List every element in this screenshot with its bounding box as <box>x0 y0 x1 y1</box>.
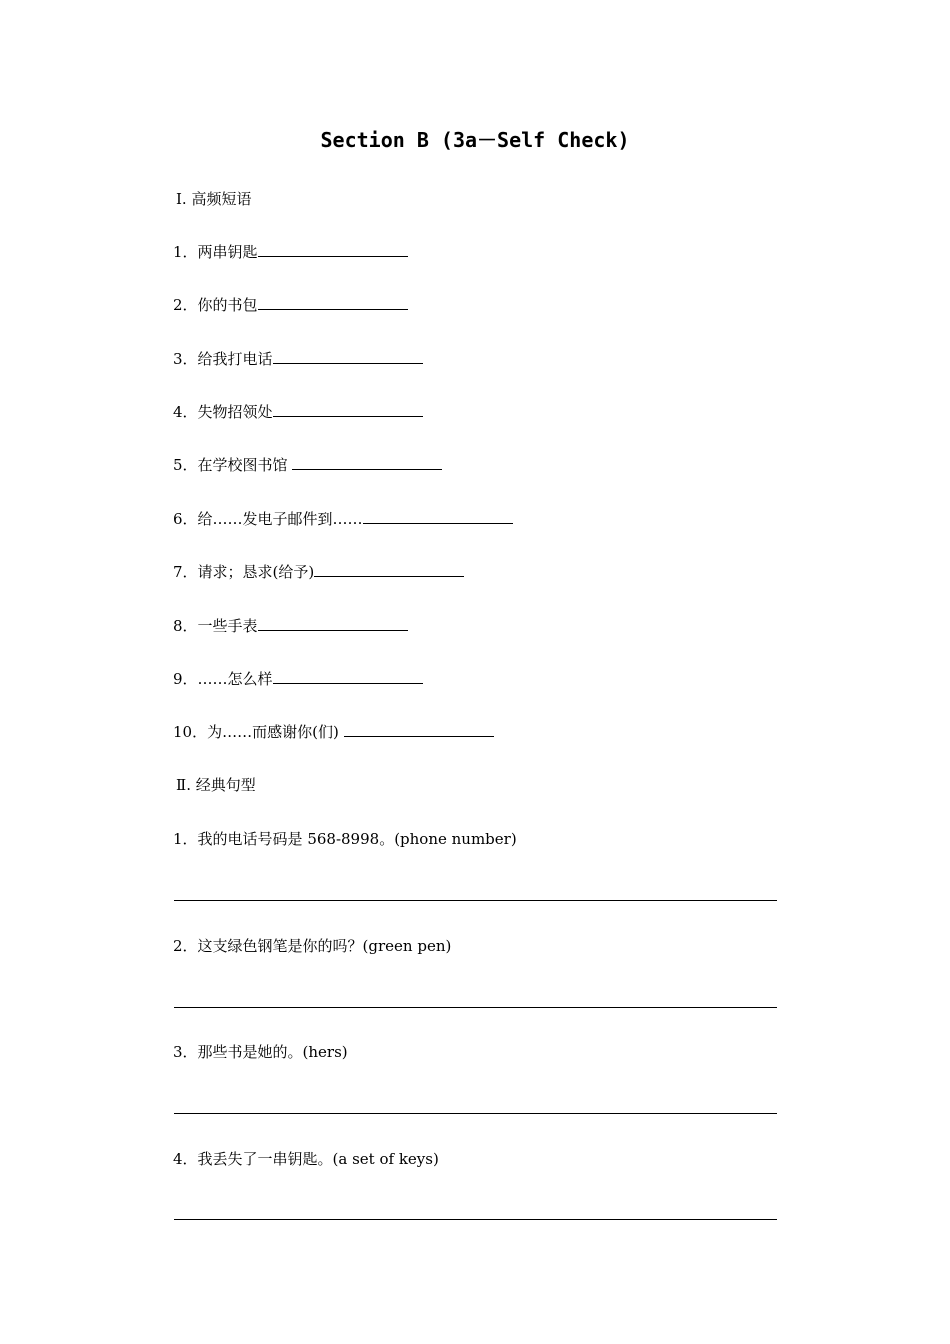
item-text: 这支绿色钢笔是你的吗？(green pen) <box>197 937 452 955</box>
phrase-item <box>173 294 408 316</box>
item-number: 1． <box>173 830 198 848</box>
sentence-item <box>173 935 451 957</box>
answer-blank[interactable] <box>258 616 408 631</box>
item-text: 两串钥匙 <box>197 243 258 261</box>
answer-line[interactable] <box>174 1219 777 1220</box>
item-number: 2． <box>173 296 198 314</box>
sentence-item <box>173 828 517 850</box>
item-text: 失物招领处 <box>197 403 273 421</box>
item-text: 我丢失了一串钥匙。(a set of keys) <box>197 1150 439 1168</box>
answer-blank[interactable] <box>314 562 464 577</box>
item-text: 那些书是她的。(hers) <box>197 1043 348 1061</box>
sentence-item <box>173 1148 439 1170</box>
answer-blank[interactable] <box>273 402 423 417</box>
item-text: ……怎么样 <box>197 670 273 688</box>
item-number: 8． <box>173 617 198 635</box>
answer-blank[interactable] <box>273 669 423 684</box>
answer-line[interactable] <box>174 1007 777 1008</box>
phrase-item <box>173 721 494 743</box>
page-title: Section B (3a－Self Check) <box>320 128 630 152</box>
item-text: 给我打电话 <box>197 350 273 368</box>
item-number: 3． <box>173 1043 198 1061</box>
item-number: 4． <box>173 1150 198 1168</box>
item-number: 4． <box>173 403 198 421</box>
phrase-item <box>173 561 464 583</box>
phrase-item <box>173 508 513 530</box>
phrase-item <box>173 241 408 263</box>
answer-blank[interactable] <box>258 242 408 257</box>
item-number: 6． <box>173 510 198 528</box>
answer-blank[interactable] <box>273 349 423 364</box>
item-text: 你的书包 <box>197 296 258 314</box>
item-text: 给……发电子邮件到…… <box>197 510 363 528</box>
phrase-item <box>173 348 423 370</box>
item-number: 7． <box>173 563 198 581</box>
phrase-item <box>173 454 442 476</box>
item-number: 5． <box>173 456 198 474</box>
item-text: 请求；恳求(给予) <box>197 563 315 581</box>
phrase-item <box>173 401 423 423</box>
answer-blank[interactable] <box>363 509 513 524</box>
item-number: 1． <box>173 243 198 261</box>
item-text: 在学校图书馆 <box>197 456 288 474</box>
sentence-item <box>173 1041 348 1063</box>
item-text: 为……而感谢你(们) <box>207 723 339 741</box>
item-number: 10． <box>173 723 208 741</box>
section-heading-sentences: Ⅱ. 经典句型 <box>176 776 256 794</box>
section-heading-phrases: Ⅰ. 高频短语 <box>176 190 252 208</box>
answer-blank[interactable] <box>292 455 442 470</box>
item-text: 一些手表 <box>197 617 258 635</box>
answer-blank[interactable] <box>344 722 494 737</box>
item-number: 2． <box>173 937 198 955</box>
item-text: 我的电话号码是 568-8998。(phone number) <box>197 830 517 848</box>
phrase-item <box>173 668 423 690</box>
phrase-item <box>173 615 408 637</box>
item-number: 3． <box>173 350 198 368</box>
answer-blank[interactable] <box>258 295 408 310</box>
answer-line[interactable] <box>174 1113 777 1114</box>
answer-line[interactable] <box>174 900 777 901</box>
item-number: 9． <box>173 670 198 688</box>
